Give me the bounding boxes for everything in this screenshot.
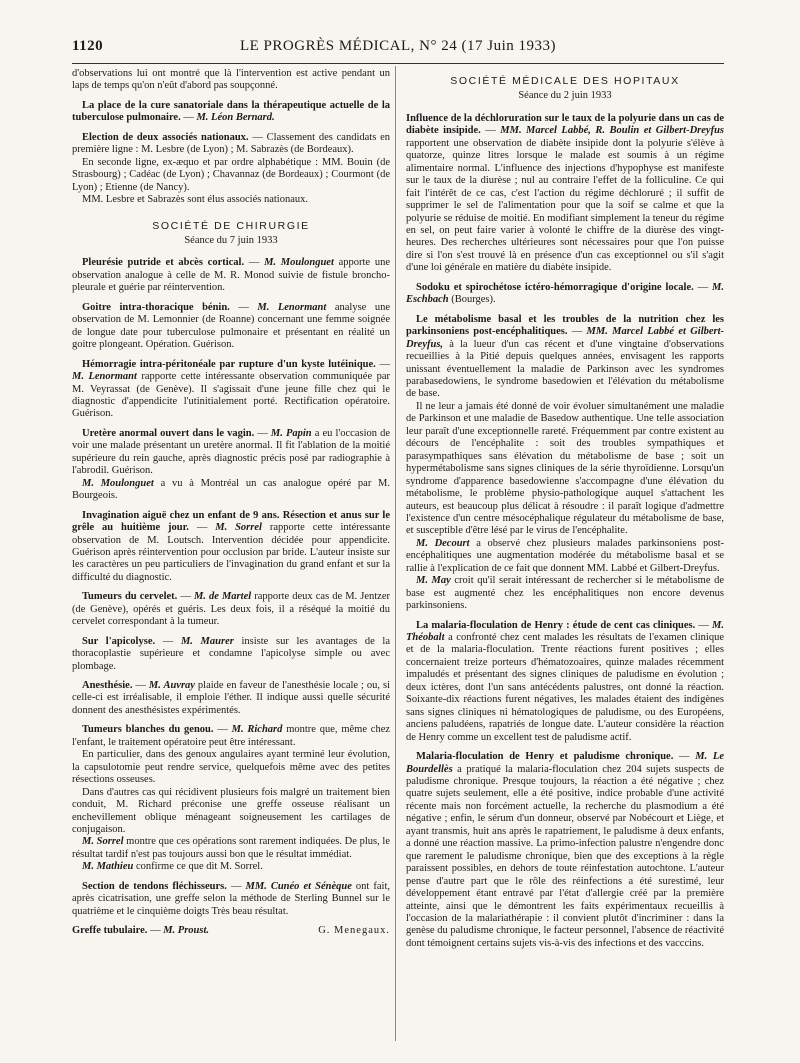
- entry-author: M. de Martel: [193, 591, 252, 603]
- chirurgie-entry: Hémorragie intra-péritonéale par rupture d'un kyste lutéinique. — M. Lenormant rapporte cette intéressante observation communiquée par M. Veyrassat (de Genève). Il s'agissait d'une jeune fille chez qui le diagnostic d'appendicite l'utinitialement porté. Rectification opératoire. Guérison.: [72, 358, 390, 420]
- chirurgie-entry: [72, 478, 390, 503]
- entry-author: M. Decourt: [416, 537, 470, 549]
- entry-title: Hémorragie intra-péritonéale par rupture d'un kyste lutéinique.: [82, 358, 376, 370]
- entry-text: à la lueur d'un cas récent et d'une vingtaine d'observations recueillies à la Pitié depuis quelques années, envisagent les rapports unissant éventuellement la maladie de Parkinson avec les syndromes parabasedowiens, le syndrome basedowien et l'élévation du métabolisme de base.: [406, 338, 725, 400]
- signature: G. Menegaux.: [318, 925, 390, 937]
- closing-line: [72, 925, 390, 937]
- chirurgie-entry: Anesthésie. — M. Auvray plaide en faveur de l'anesthésie locale ; ou, si celle-ci est irréalisable, il emploie l'éther. Il indique aussi quelle sécurité donnent des anesthésistes expérimentés.: [72, 680, 391, 716]
- entry-author: M. Lenormant: [257, 301, 327, 313]
- entry-author: M. Proust.: [163, 925, 209, 937]
- entry-author: M. Richard: [231, 724, 283, 736]
- election-second-line: En seconde ligne, ex-æquo et par ordre alphabétique : MM. Bouin (de Strasbourg) ; Cadéac (de Lyon) ; Chavannaz (de Bordeaux) ; Courmont (de Lyon) ; Etienne (de Nancy).: [72, 156, 390, 193]
- entry-text: analyse une observation de M. Lemonnier (de Roanne) concernant une femme soignée de longue date pour tuberculose pulmonaire et présentant en réalité un goitre plongeant. Opération. Guérison.: [72, 301, 390, 351]
- entry-author: M. Sorrel: [82, 836, 124, 848]
- column-divider: [395, 66, 396, 1041]
- entry-author: M. Léon Bernard.: [196, 112, 275, 124]
- election-elected: MM. Lesbre et Sabrazès sont élus associés nationaux.: [82, 194, 308, 206]
- right-column: [406, 68, 724, 950]
- entry-author: MM. Marcel Labbé et Gilbert-Dreyfus,: [406, 326, 725, 350]
- genou-paragraph-4: [72, 836, 390, 861]
- entry-title: Election de deux associés nationaux.: [82, 131, 249, 143]
- entry-title: Tumeurs blanches du genou.: [82, 724, 214, 736]
- intro-paragraph: d'observations lui ont montré que là l'intervention est active pendant un laps de temps qu'on n'eût d'abord pas soupçonné.: [72, 68, 390, 92]
- entry-text: rapporte cette intéressante observation communiquée par M. Veyrassat (de Genève). Il s'agissait d'une jeune fille chez qui le diagnostic d'appendicite l'utinitialement porté. Rectification opératoire. Guérison.: [72, 371, 390, 420]
- entry-text: rapporte cette intéressante observation de M. Loutsch. Intervention décidée pour appendicite. Guérison après réintervention pour occlusion par bride. L'auteur insiste sur les caractères un peu particuliers de l'invagination du grand enfant et sur la difficulté du diagnostic.: [72, 522, 391, 583]
- entry-author: M. Mathieu: [82, 861, 134, 873]
- chirurgie-entry: Tumeurs blanches du genou. — M. Richard montre que, même chez l'enfant, le traitement opératoire peut être intéressant.: [72, 724, 391, 748]
- seance-date: Séance du 7 juin 1933: [184, 234, 278, 246]
- chirurgie-entries: [72, 257, 390, 749]
- entry-text: a observé chez plusieurs malades parkinsoniens post-encéphalitiques une augmentation modérée du métabolisme basal et se rallie à l'explication de ce fait que donnent MM. Labbé et Gilbert-Dreyfus.: [406, 537, 725, 574]
- entry-text: montre que, même chez l'enfant, le traitement opératoire peut être intéressant.: [72, 724, 391, 748]
- running-header: [72, 38, 724, 60]
- seance-date: Séance du 2 juin 1933: [518, 90, 612, 102]
- entry-text: (Bourges).: [451, 294, 496, 306]
- entry-title: Uretère anormal ouvert dans le vagin.: [82, 427, 255, 439]
- metabolisme-paragraph-3: [406, 538, 724, 575]
- entry-author: M. Maurer: [180, 635, 234, 647]
- journal-title: LE PROGRÈS MÉDICAL, N° 24 (17 Juin 1933): [239, 38, 556, 54]
- entry-malaria-henry: La malaria-floculation de Henry : étude de cent cas cliniques. — M. Théobalt a confronté chez cent malades les résultats de l'examen clinique et de la malaria-floculation. Trente réactions furent positives ; elles concernaient treize porteurs d'hématozoaires, quinze malades récemment impaludés et présentant des signes cliniques de paludisme en évolution ; deux ictères, dont l'un sans antécédents palustres, ont donné la réaction. Soixante-dix réactions furent négatives, les malades étaient des indigènes sans signes cliniques ni hématologiques de paludisme, ou des Européens, anciens paludéens, rapatriés de longue date. L'auteur considère la réaction de Henry comme un excellent test de paludisme actif.: [406, 619, 725, 743]
- entry-author: M. Auvray: [148, 680, 195, 692]
- entry-author: M. Sorrel: [215, 522, 262, 534]
- header-rule: [72, 63, 724, 64]
- entry-metabolisme: Le métabolisme basal et les troubles de la nutrition chez les parkinsoniens post-encéphalitiques. — MM. Marcel Labbé et Gilbert-Dreyfus, à la lueur d'un cas récent et d'une vingtaine d'observations recueillies à la Pitié depuis quelques années, envisagent les rapports unissant éventuellement la maladie de Parkinson avec les syndromes parabasedowiens, le syndrome basedowien et l'élévation du métabolisme de base.: [406, 313, 725, 400]
- chirurgie-entry: Tumeurs du cervelet. — M. de Martel rapporte deux cas de M. Jentzer (de Genève), opérés et guéris. Les deux fois, il a réséqué la moitié du cervelet correspondant à la tumeur.: [72, 591, 390, 628]
- entry-author: M. Le Bourdellès: [406, 751, 724, 775]
- entry-text: a confronté chez cent malades les résultats de l'examen clinique et de la malaria-floculation. Trente réactions furent positives ; elles concernaient treize porteurs d'hématozoaires, quinze malades récemment impaludés et présentant des signes cliniques de paludisme en évolution ; deux ictères, dont l'un sans antécédents palustres, ont donné la réaction. Soixante-dix réactions furent négatives, les malades étaient des indigènes sans signes cliniques ni hématologiques de paludisme, ou des Européens, anciens paludéens, rapatriés de longue date. L'auteur considère la réaction de Henry comme un excellent test de paludisme actif.: [406, 632, 725, 743]
- entry-tendons: Section de tendons fléchisseurs. — MM. Cunéo et Sénèque ont fait, après cicatrisation, une greffe selon la méthode de Sterling Bunnel sur le quatrième et le cinquième doigts Très beau résultat.: [72, 880, 391, 917]
- entry-text: insiste sur les avantages de la thoracoplastie supérieure et condamne l'apicolyse simple ou avec plombage.: [72, 635, 391, 672]
- entry-title: Sodoku et spirochétose ictéro-hémorragique d'origine locale.: [416, 281, 694, 293]
- metabolisme-paragraph-4: [406, 575, 724, 612]
- entry-title: Section de tendons fléchisseurs.: [82, 880, 227, 892]
- entry-text: ont fait, après cicatrisation, une greffe selon la méthode de Sterling Bunnel sur le quatrième et le cinquième doigts Très beau résultat.: [72, 880, 391, 917]
- chirurgie-entry: Sur l'apicolyse. — M. Maurer insiste sur les avantages de la thoracoplastie supérieure et condamne l'apicolyse simple ou avec plombage.: [72, 635, 391, 672]
- entry-title: Greffe tubulaire.: [72, 925, 148, 937]
- entry-text: plaide en faveur de l'anesthésie locale ; ou, si celle-ci est irréalisable, il emploie l'éther. Il indique aussi quelle sécurité donnent des anesthésistes expérimentés.: [72, 680, 391, 716]
- metabolisme-paragraph-2: Il ne leur a jamais été donné de voir évoluer simultanément une maladie de Parkinson et une maladie de Basedow authentique. Une telle association leur paraît d'une exceptionnelle rareté. Fréquemment par contre existent au décours de l'encéphalite : soit des troubles sympathiques et parasympathiques sans élévation du métabolisme de base ; soit un hypermétabolisme sans signes cliniques de la série thyroïdienne. Lorsqu'un syndrome d'apparence basedowienne s'accompagne d'une élévation du métabolisme, le problème physio-pathologique auquel s'attachent les auteurs, est beaucoup plus délicat à résoudre : il paraît logique d'admettre l'existence d'un centre mésocéphalique régulateur du métabolisme de base, et susceptible d'être lésé par le virus de l'encéphalite.: [406, 400, 724, 537]
- entry-title: Tumeurs du cervelet.: [82, 591, 178, 603]
- entry-title: Anesthésie.: [82, 680, 133, 692]
- entry-election: [72, 132, 390, 157]
- chirurgie-entry: Pleurésie putride et abcès cortical. — M. Moulonguet apporte une observation analogue à celle de M. R. Monod suivie de fistule broncho-pleurale et guérie par réintervention.: [72, 257, 390, 294]
- entry-title: Le métabolisme basal et les troubles de la nutrition chez les parkinsoniens post-encéphalitiques.: [406, 313, 724, 338]
- entry-text: apporte une observation analogue à celle de M. R. Monod suivie de fistule broncho-pleurale et guérie par réintervention.: [72, 257, 390, 294]
- entry-title: Invagination aiguë chez un enfant de 9 ans. Résection et anus sur le grêle au huitième jour.: [72, 509, 390, 534]
- entry-title: Malaria-floculation de Henry et paludisme chronique.: [416, 751, 674, 763]
- entry-author: M. Théobalt: [406, 619, 725, 644]
- entry-diabete-insipide: Influence de la déchloruration sur le taux de la polyurie dans un cas de diabète insipide. — MM. Marcel Labbé, R. Boulin et Gilbert-Dreyfus rapportent une observation de diabète insipide dont la polyurie s'élève à quatorze, quinze litres lorsque le malade est soumis à un régime alimentaire normal. L'influence des injections d'hypophyse est manifeste sur le taux de la diurèse ; nul au contraire l'effet de la folliculine. Ce qui fait l'intérêt de ce cas, c'est l'action du régime déchloruré ; il suffit de supprimer le sel de l'alimentation pour que la soif se calme et que la polyurie se réduise de moitié. En modifiant simplement la teneur du régime en sel, on peut faire varier à volonté le chiffre de la diurèse des vingt-heures. Des recherches ultérieures sont nécessaires pour que l'on puisse dire si l'on s'est trouvé là en présence d'un cas exceptionnel ou s'il s'agit d'une loi générale en matière du diabète insipide.: [406, 112, 725, 274]
- entry-text: rapportent une observation de diabète insipide dont la polyurie s'élève à quatorze, quinze litres lorsque le malade est soumis à un régime alimentaire normal. L'influence des injections d'hypophyse est manifeste sur le taux de la diurèse ; nul au contraire l'effet de la folliculine. Ce qui fait l'intérêt de ce cas, c'est l'action du régime déchloruré ; il suffit de supprimer le sel de l'alimentation pour que la soif se calme et que la polyurie se réduise de moitié. En modifiant simplement la teneur du régime en sel, on peut faire varier à volonté le chiffre de la diurèse des vingt-heures. Des recherches ultérieures sont nécessaires pour que l'on puisse dire si l'on s'est trouvé là en présence d'un cas exceptionnel ou s'il s'agit d'une loi générale en matière du diabète insipide.: [406, 137, 724, 274]
- entry-title: La place de la cure sanatoriale dans la thérapeutique actuelle de la tuberculose pulmonaire.: [72, 99, 390, 124]
- entry-author: M. Papin: [270, 427, 312, 439]
- page-number: 1120: [72, 38, 104, 54]
- entry-title: Influence de la déchloruration sur le taux de la polyurie dans un cas de diabète insipide.: [406, 112, 724, 137]
- entry-sodoku: Sodoku et spirochétose ictéro-hémorragique d'origine locale. — M. Eschbach (Bourges).: [406, 281, 724, 306]
- chirurgie-entry: Invagination aiguë chez un enfant de 9 ans. Résection et anus sur le grêle au huitième jour. — M. Sorrel rapporte cette intéressante observation de M. Loutsch. Intervention décidée pour appendicite. Guérison après réintervention pour occlusion par bride. L'auteur insiste sur les caractères un peu particuliers de l'invagination du grand enfant et sur la difficulté du diagnostic.: [72, 509, 391, 583]
- entry-title: La malaria-floculation de Henry : étude de cent cas cliniques.: [416, 619, 696, 631]
- section-heading-chirurgie: SOCIÉTÉ DE CHIRURGIE: [152, 219, 310, 232]
- entry-text: a vu à Montréal un cas analogue opéré par M. Bourgeois.: [72, 477, 391, 502]
- section-heading-hopitaux: SOCIÉTÉ MÉDICALE DES HOPITAUX: [450, 75, 680, 87]
- entry-cure-sanatoriale: La place de la cure sanatoriale dans la thérapeutique actuelle de la tuberculose pulmonaire. — M. Léon Bernard.: [72, 99, 390, 124]
- entry-author: M. Lenormant: [72, 371, 137, 383]
- entry-author: M. May: [416, 575, 451, 587]
- entry-text: confirme ce que dit M. Sorrel.: [135, 861, 263, 873]
- entry-text: croit qu'il serait intéressant de rechercher si le métabolisme de base est augmenté chez les encéphalitiques non encore devenus parkinsoniens.: [406, 575, 724, 612]
- entry-author: MM. Cunéo et Sénèque: [245, 880, 352, 892]
- chirurgie-entry: Uretère anormal ouvert dans le vagin. — M. Papin a eu l'occasion de voir une malade présentant un uretère anormal. Il fit l'ablation de la moitié supérieure du rein gauche, après diagnostic précis posé par radiographie à l'abrodil. Guérison.: [72, 427, 390, 477]
- entry-title: Sur l'apicolyse.: [82, 635, 156, 647]
- entry-author: M. Eschbach: [406, 281, 724, 306]
- entry-text: a pratiqué la malaria-floculation chez 204 sujets suspects de paludisme chronique. Presque toujours, la réaction a été négative ; chez quatre sujets seulement, elle a été positive, indice probable d'une activité récente mais non forcément actuelle, la recherche du plasmodium a été négative ; enfin, le sérum d'un donneur, observé par Nobécourt et Liège, et ayant transmis, huit ans après le rapatriement, le paludisme à deux enfants, a donné une réaction massive. La primo-infection palustre n'engendre donc que rarement le paludisme chronique, bien que des exceptions à la règle paraissent possibles, en dehors de toute réinfestation autochtone. L'auteur pense d'autre part que le rôle des réinfections a été surestimé, leur développement étant entravé par l'état d'allergie créé par la première atteinte, ainsi que le démontrent les faits expérimentaux recueillis à l'occasion de la malariathérapie : il convient plutôt d'incriminer : dans la genèse du paludisme chronique, le facteur personnel, l'absence de réactivité dont témoignent certains sujets vis-à-vis des infections et des vacccins.: [406, 763, 724, 949]
- left-column: [72, 68, 390, 938]
- entry-author: MM. Marcel Labbé, R. Boulin et Gilbert-Dreyfus: [500, 125, 725, 137]
- chirurgie-entry: Goitre intra-thoracique bénin. — M. Lenormant analyse une observation de M. Lemonnier (de Roanne) concernant une femme soignée de longue date pour tuberculose pulmonaire et présentant en réalité un goitre plongeant. Opération. Guérison.: [72, 301, 390, 351]
- genou-paragraph-5: [72, 861, 390, 873]
- entry-text: a eu l'occasion de voir une malade présentant un uretère anormal. Il fit l'ablation de la moitié supérieure du rein gauche, après diagnostic précis posé par radiographie à l'abrodil. Guérison.: [72, 427, 390, 477]
- entry-text: montre que ces opérations sont rarement indiquées. De plus, le résultat tardif n'est pas toujours aussi bon que le résultat immédiat.: [72, 836, 390, 860]
- entry-title: Pleurésie putride et abcès cortical.: [82, 257, 245, 269]
- entry-greffe: Greffe tubulaire. — M. Proust.: [72, 925, 209, 937]
- entry-malaria-chronique: Malaria-floculation de Henry et paludisme chronique. — M. Le Bourdellès a pratiqué la malaria-floculation chez 204 sujets suspects de paludisme chronique. Presque toujours, la réaction a été négative ; chez quatre sujets seulement, elle a été positive, indice probable d'une activité récente mais non forcément actuelle, la recherche du plasmodium a été négative ; enfin, le sérum d'un donneur, observé par Nobécourt et Liège, et ayant transmis, huit ans après le rapatriement, le paludisme à deux enfants, a donné une réaction massive. La primo-infection palustre n'engendre donc que rarement le paludisme chronique, bien que des exceptions à la règle paraissent possibles, en dehors de toute réinfestation autochtone. L'auteur pense d'autre part que le rôle des réinfections a été surestimé, leur développement étant entravé par l'état d'allergie créé par la première atteinte, ainsi que le démontrent les faits expérimentaux recueillis à l'occasion de la malariathérapie : il convient plutôt d'incriminer : dans la genèse du paludisme chronique, le facteur personnel, l'absence de réactivité dont témoignent certains sujets vis-à-vis des infections et des vacccins.: [406, 751, 724, 949]
- entry-author: M. Moulonguet: [264, 257, 334, 269]
- genou-paragraph-3: Dans d'autres cas qui récidivent plusieurs fois malgré un traitement bien conduit, M. Richard préconise une greffe osseuse réalisant un enchevillement oblique ménageant soigneusement les cartilages de conjugaison.: [72, 786, 390, 836]
- genou-paragraph-2: En particulier, dans des genoux angulaires ayant terminé leur évolution, la capsulotomie peut rendre service, quelquefois même avec des petites résections osseuses.: [72, 749, 390, 786]
- entry-author: M. Moulonguet: [82, 477, 154, 489]
- entry-text: rapporte deux cas de M. Jentzer (de Genève), opérés et guéris. Les deux fois, il a réséqué la moitié du cervelet correspondant à la tumeur.: [72, 591, 390, 628]
- entry-title: Goitre intra-thoracique bénin.: [82, 301, 230, 313]
- entry-text: — Classement des candidats en première ligne : M. Lesbre (de Lyon) ; M. Sabrazès (de Bordeaux).: [72, 131, 391, 156]
